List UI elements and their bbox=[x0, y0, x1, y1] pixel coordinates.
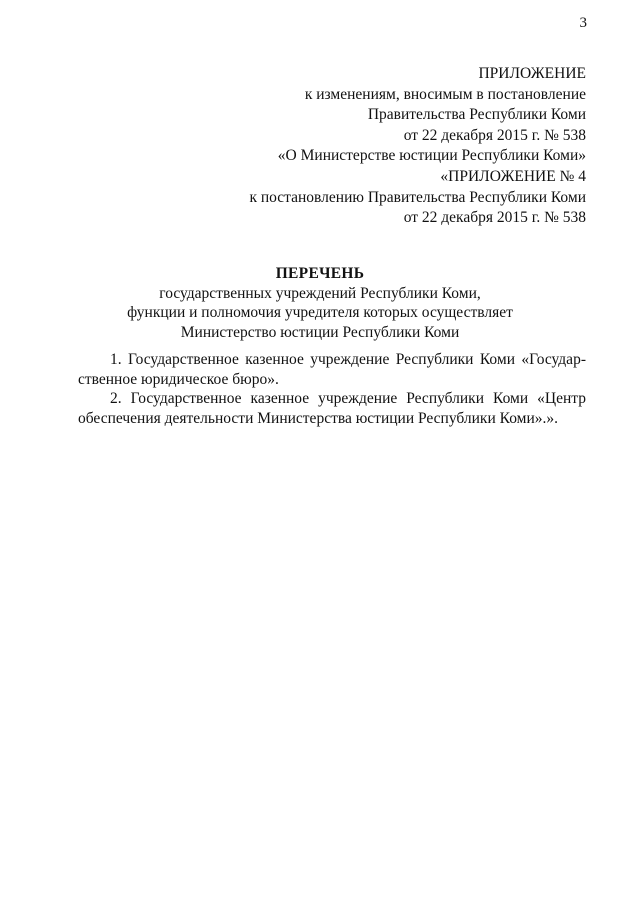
list-subtitle-line: Министерство юстиции Республики Коми bbox=[180, 323, 460, 341]
appendix-line: к изменениям, вносимым в постановление bbox=[304, 85, 586, 103]
appendix4-line: от 22 декабря 2015 г. № 538 bbox=[403, 209, 586, 226]
appendix-line: «О Министерстве юстиции Республики Коми» bbox=[277, 147, 586, 164]
list-title-block bbox=[0, 264, 640, 342]
appendix-heading: ПРИЛОЖЕНИЕ bbox=[478, 65, 586, 82]
appendix-line: от 22 декабря 2015 г. № 538 bbox=[403, 126, 586, 144]
list-subtitle-line: функции и полномочия учредителя которых осуществляет bbox=[127, 304, 513, 321]
appendix-line: Правительства Республики Коми bbox=[367, 106, 586, 123]
list-item: 2. Государственное казенное учреждение Республики Коми «Центр обеспечения деятельности Министерства юстиции Республики Коми».». bbox=[78, 390, 586, 427]
list-item: 1. Государственное казенное учреждение Республики Коми «Государственное юридическое бюро». bbox=[78, 351, 586, 388]
page-number: 3 bbox=[579, 15, 587, 31]
appendix4-line: к постановлению Правительства Республики Коми bbox=[249, 188, 586, 206]
institution-list bbox=[78, 350, 586, 428]
appendix-header bbox=[278, 64, 586, 167]
list-subtitle-line: государственных учреждений Республики Коми, bbox=[159, 284, 481, 302]
appendix4-heading: «ПРИЛОЖЕНИЕ № 4 bbox=[440, 168, 586, 185]
list-title: ПЕРЕЧЕНЬ bbox=[275, 265, 365, 282]
appendix4-header bbox=[249, 167, 586, 229]
